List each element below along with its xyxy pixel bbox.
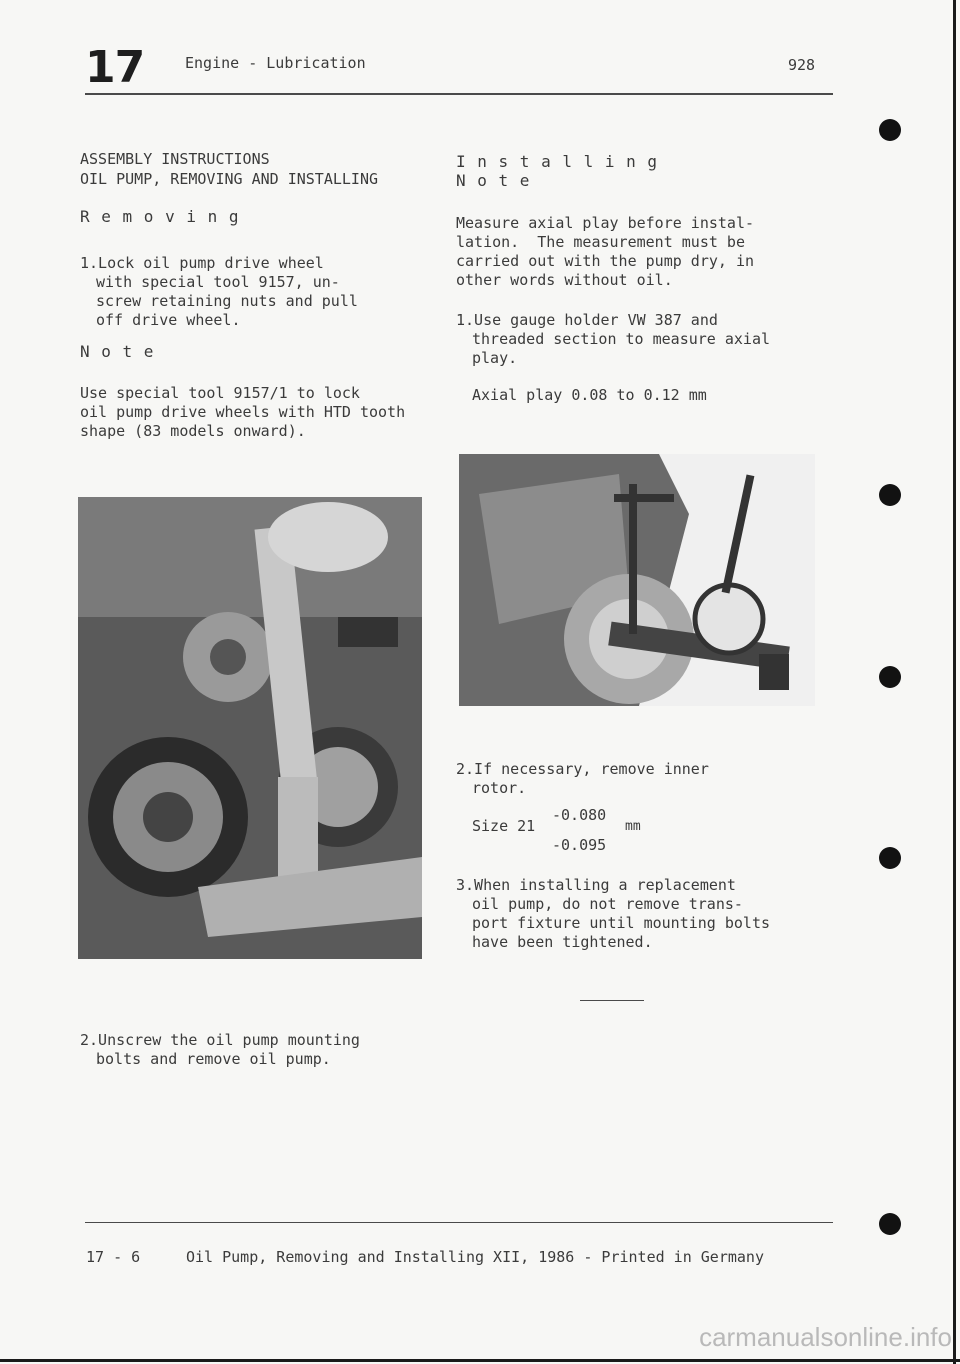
model-number: 928 (788, 56, 816, 74)
removing-note-title: N o t e (80, 342, 155, 361)
removing-note-text: Use special tool 9157/1 to lock oil pump drive wheels with HTD tooth shape (83 models onward). (80, 384, 406, 440)
size-upper-tolerance: -0.080 (552, 806, 607, 824)
installing-note-title: N o t e (456, 171, 531, 190)
size-label: Size 21 (472, 817, 536, 835)
footer-page-ref: 17 - 6 (86, 1248, 141, 1266)
axial-play-spec: Axial play 0.08 to 0.12 mm (472, 386, 707, 404)
removing-step-2: 2.Unscrew the oil pump mounting bolts and remove oil pump. (80, 1031, 360, 1068)
assembly-heading: ASSEMBLY INSTRUCTIONS (80, 150, 270, 168)
section-heading: OIL PUMP, REMOVING AND INSTALLING (80, 170, 379, 188)
watermark: carmanualsonline.info (699, 1322, 952, 1352)
header-rule (85, 93, 833, 95)
removing-title: R e m o v i n g (80, 207, 240, 226)
size-lower-tolerance: -0.095 (552, 836, 607, 854)
binder-hole-2 (879, 484, 901, 506)
binder-hole-4 (879, 847, 901, 869)
installing-note-text: Measure axial play before instal- lation. The measurement must be carried out with the pump dry, in other words without oil. (456, 214, 755, 289)
binder-hole-3 (879, 666, 901, 688)
end-rule (580, 1000, 644, 1001)
removing-step-1: 1.Lock oil pump drive wheel with special tool 9157, un- screw retaining nuts and pull off drive wheel. (80, 254, 358, 329)
scan-border-right (953, 0, 956, 1364)
chapter-title: Engine - Lubrication (185, 54, 366, 72)
installing-step-1: 1.Use gauge holder VW 387 and threaded section to measure axial play. (456, 311, 771, 367)
scan-border-bottom (0, 1359, 960, 1362)
photo-axial-play-gauge (459, 454, 815, 706)
footer-rule (85, 1222, 833, 1223)
installing-title: I n s t a l l i n g (456, 152, 659, 171)
size-unit: mm (625, 819, 641, 834)
binder-hole-5 (879, 1213, 901, 1235)
installing-step-2: 2.If necessary, remove inner rotor. (456, 760, 709, 797)
installing-step-3: 3.When installing a replacement oil pump, do not remove trans- port fixture until mounting bolts have been tightened. (456, 876, 771, 951)
photo-oil-pump-drive-wheel (78, 497, 422, 959)
footer-description: Oil Pump, Removing and Installing XII, 1986 - Printed in Germany (186, 1248, 764, 1266)
chapter-number: 17 (85, 42, 145, 93)
binder-hole-1 (879, 119, 901, 141)
